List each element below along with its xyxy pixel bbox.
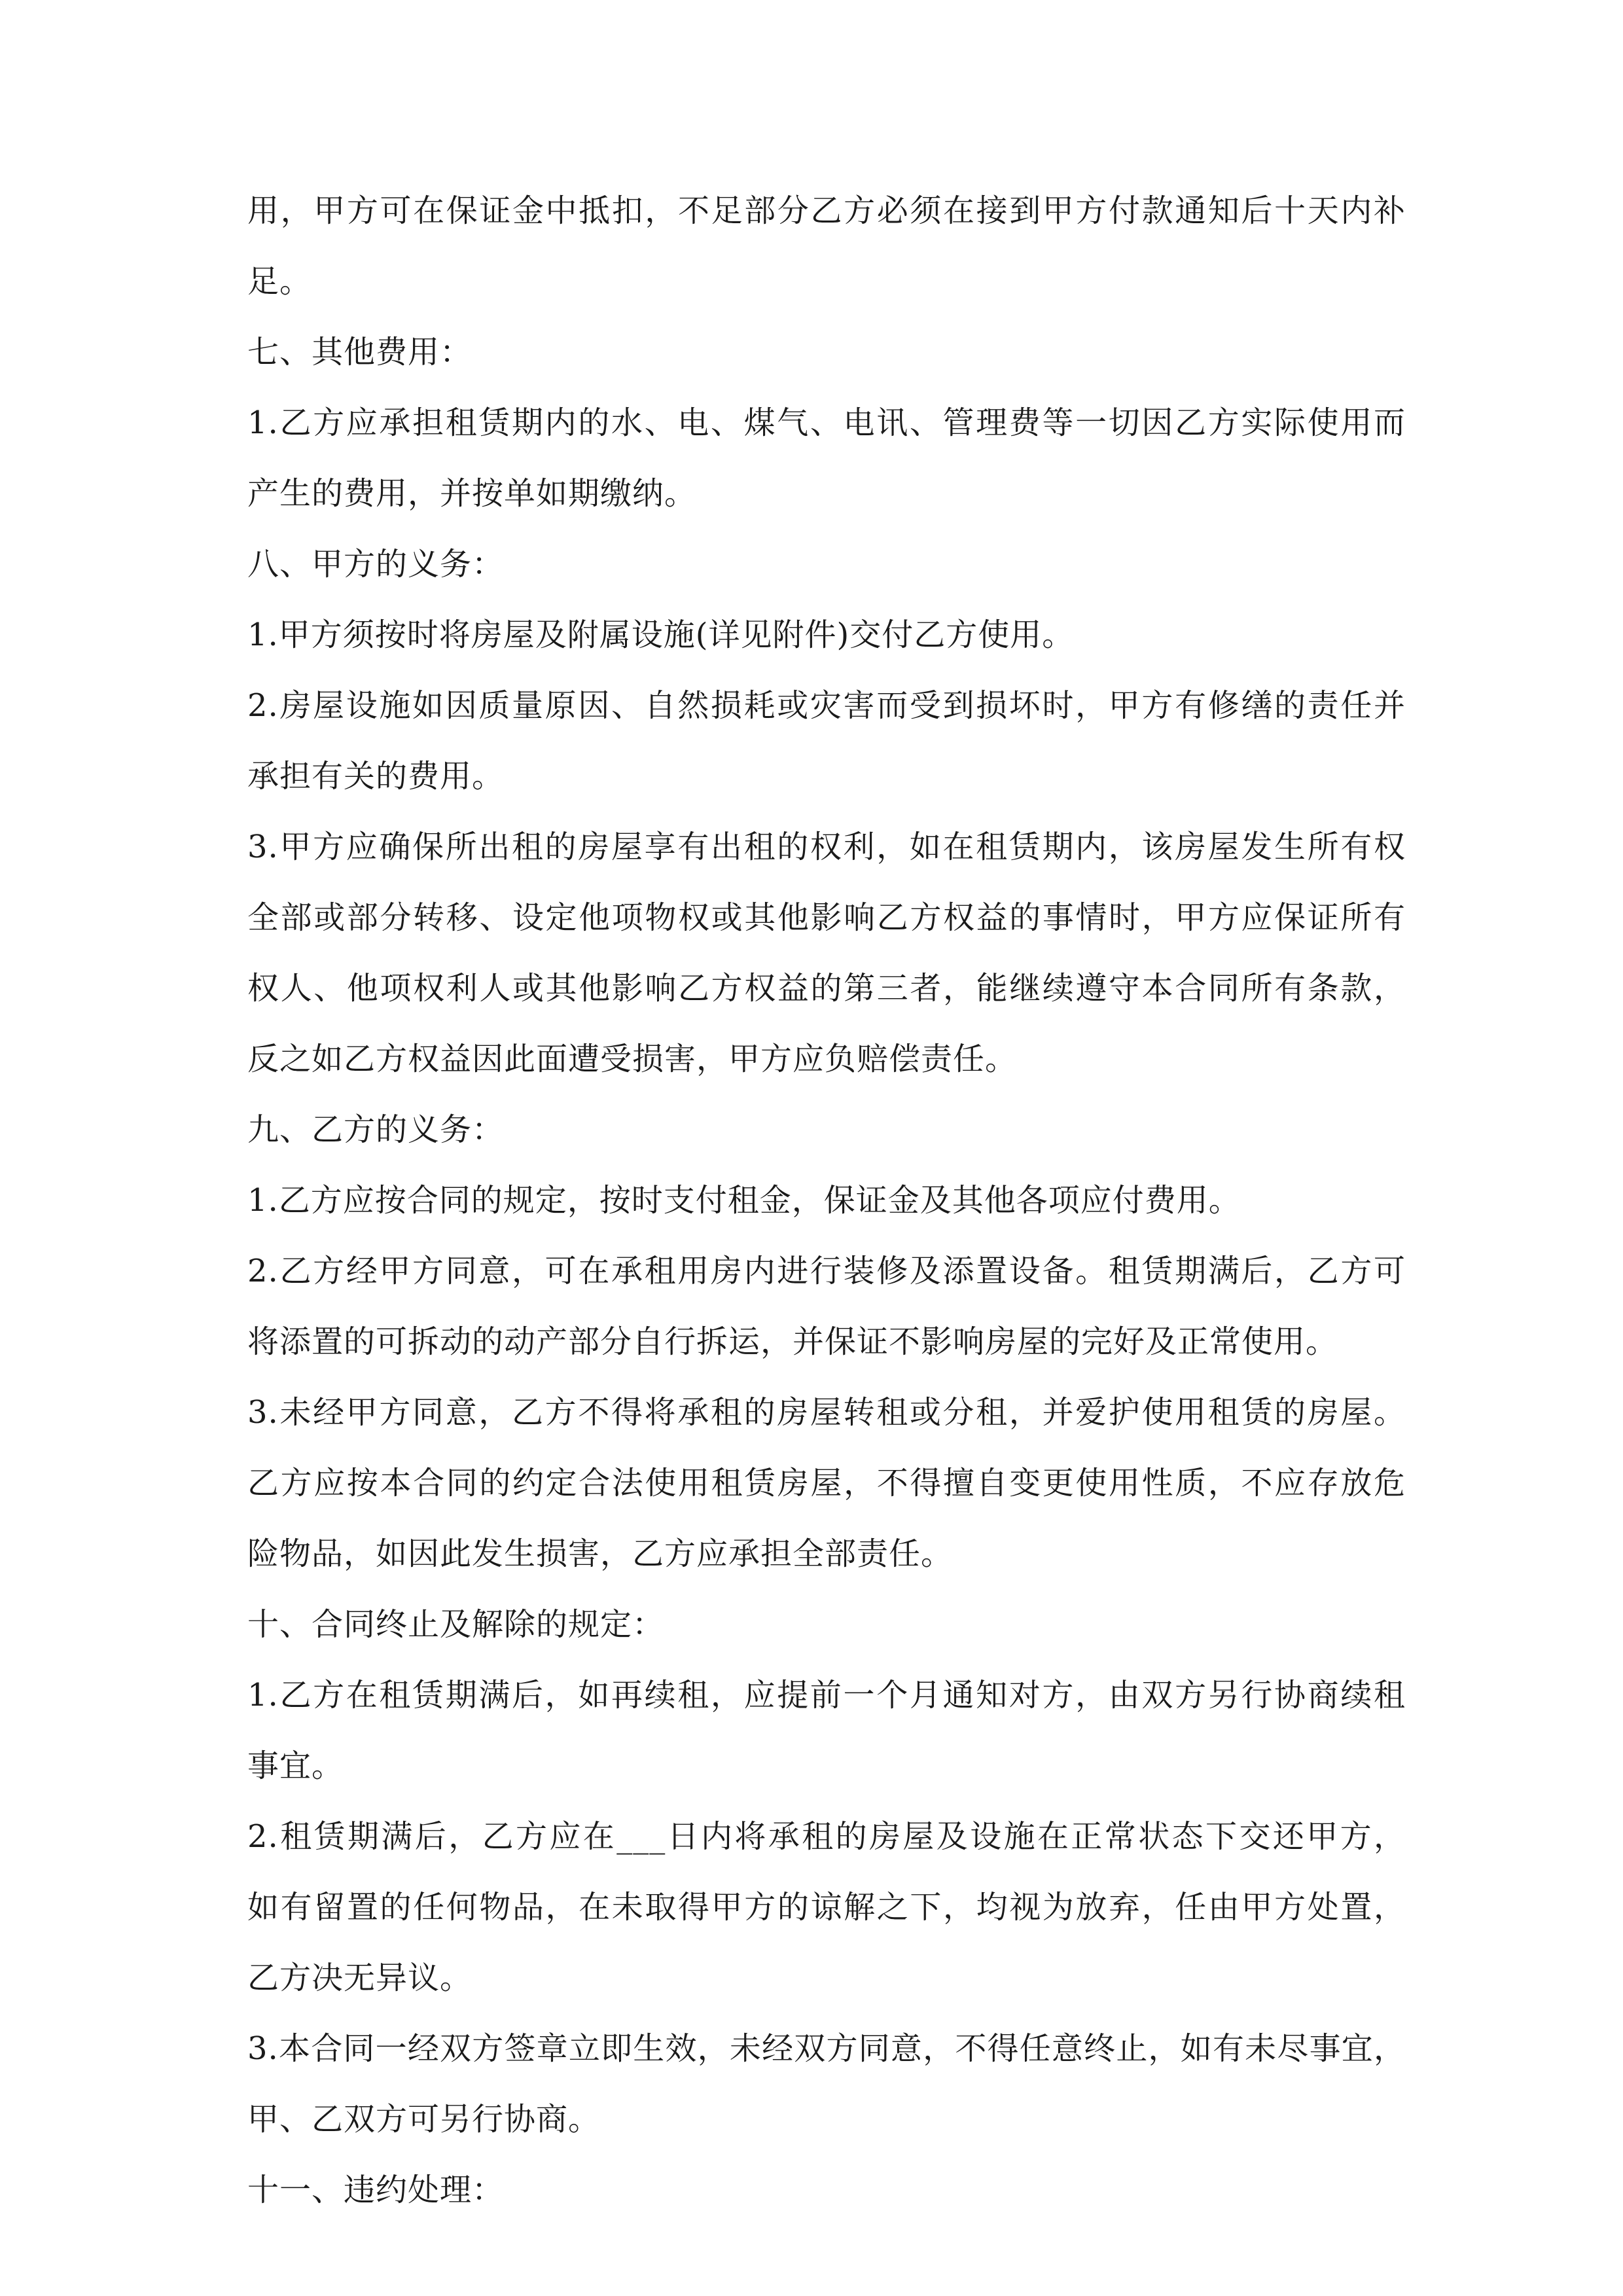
text-line: 用，甲方可在保证金中抵扣，不足部分乙方必须在接到甲方付款通知后十天内补 — [247, 192, 1406, 229]
text-line: 1.乙方应承担租赁期内的水、电、煤气、电讯、管理费等一切因乙方实际使用而 — [247, 404, 1406, 441]
text-line: 权人、他项权利人或其他影响乙方权益的第三者，能继续遵守本合同所有条款， — [247, 970, 1406, 1007]
section-heading: 七、其他费用： — [247, 334, 473, 370]
document-page — [247, 175, 1406, 2225]
text-line: 1.乙方应按合同的规定，按时支付租金，保证金及其他各项应付费用。 — [247, 1182, 1241, 1219]
section-heading: 十一、违约处理： — [247, 2172, 505, 2208]
text-line: 2.租赁期满后，乙方应在___日内将承租的房屋及设施在正常状态下交还甲方， — [247, 1818, 1406, 1855]
text-line: 2.房屋设施如因质量原因、自然损耗或灾害而受到损坏时，甲方有修缮的责任并 — [247, 687, 1406, 724]
text-line: 全部或部分转移、设定他项物权或其他影响乙方权益的事情时，甲方应保证所有 — [247, 899, 1406, 936]
text-line: 1.甲方须按时将房屋及附属设施(详见附件)交付乙方使用。 — [247, 617, 1075, 653]
text-line: 足。 — [247, 263, 312, 300]
text-line: 承担有关的费用。 — [247, 758, 505, 795]
text-line: 反之如乙方权益因此面遭受损害，甲方应负赔偿责任。 — [247, 1041, 1018, 1077]
text-line: 将添置的可拆动的动产部分自行拆运，并保证不影响房屋的完好及正常使用。 — [247, 1323, 1338, 1360]
text-line: 如有留置的任何物品，在未取得甲方的谅解之下，均视为放弃，任由甲方处置， — [247, 1889, 1406, 1926]
section-heading: 九、乙方的义务： — [247, 1111, 505, 1148]
text-line: 产生的费用，并按单如期缴纳。 — [247, 475, 697, 512]
text-line: 甲、乙双方可另行协商。 — [247, 2101, 601, 2138]
text-line: 险物品，如因此发生损害，乙方应承担全部责任。 — [247, 1535, 954, 1572]
section-heading: 八、甲方的义务： — [247, 546, 505, 583]
text-line: 事宜。 — [247, 1748, 344, 1784]
text-line: 3.未经甲方同意，乙方不得将承租的房屋转租或分租，并爱护使用租赁的房屋。 — [247, 1394, 1406, 1431]
text-line: 乙方应按本合同的约定合法使用租赁房屋，不得擅自变更使用性质，不应存放危 — [247, 1465, 1406, 1501]
text-line: 1.乙方在租赁期满后，如再续租，应提前一个月通知对方，由双方另行协商续租 — [247, 1677, 1406, 1713]
text-line: 3.甲方应确保所出租的房屋享有出租的权利，如在租赁期内，该房屋发生所有权 — [247, 829, 1406, 865]
text-line: 3.本合同一经双方签章立即生效，未经双方同意，不得任意终止，如有未尽事宜， — [247, 2030, 1406, 2067]
section-heading: 十、合同终止及解除的规定： — [247, 1606, 665, 1643]
text-line: 乙方决无异议。 — [247, 1960, 473, 1996]
text-line: 2.乙方经甲方同意，可在承租用房内进行装修及添置设备。租赁期满后，乙方可 — [247, 1253, 1406, 1289]
